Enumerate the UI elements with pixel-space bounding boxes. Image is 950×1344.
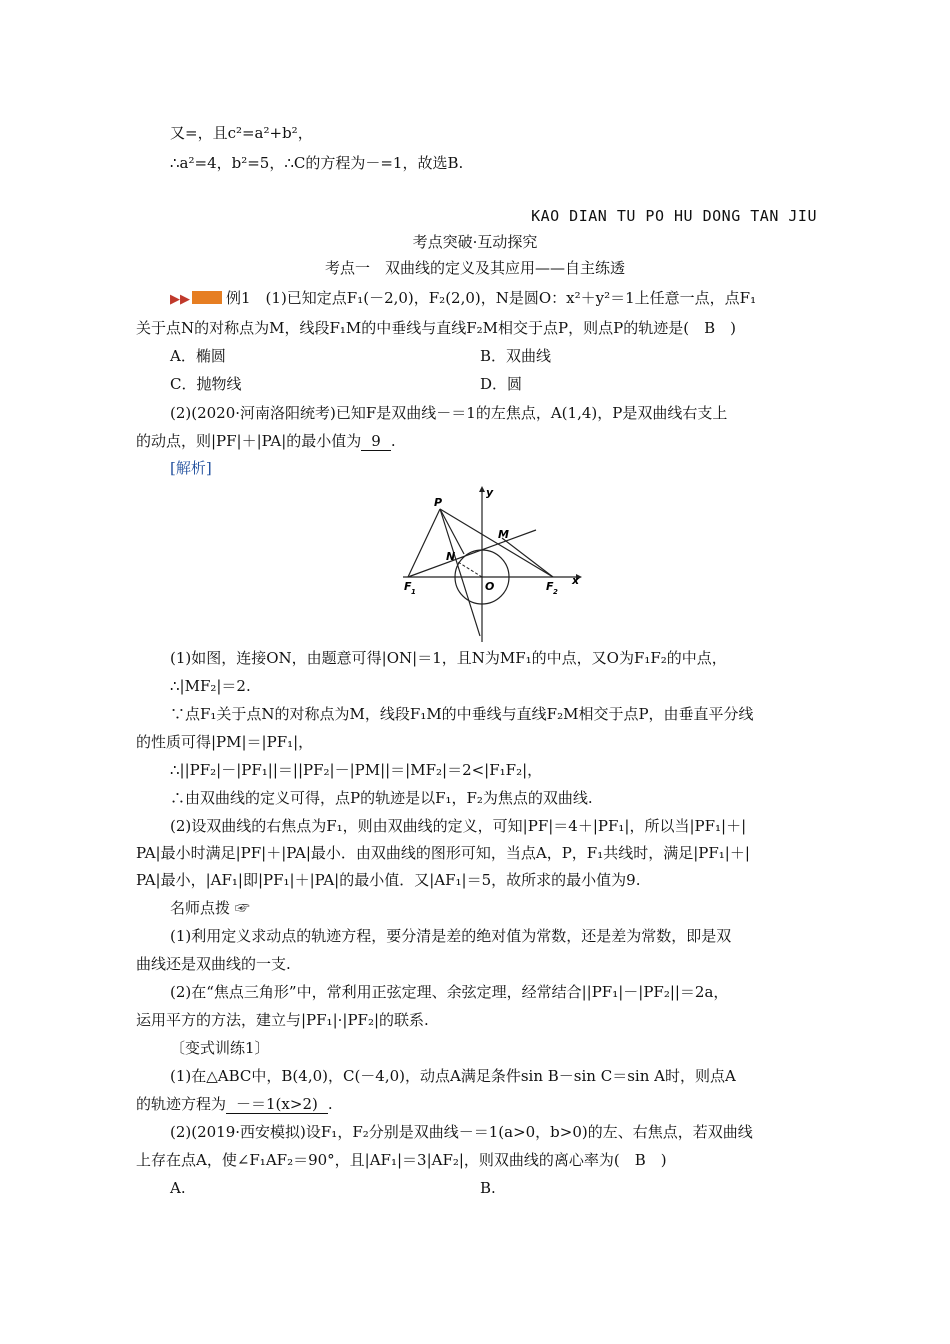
example1-part2-suffix: . (390, 432, 396, 450)
example1-text-1: 例1 (1)已知定点F₁(－2,0)，F₂(2,0)，N是圆O：x²＋y²＝1上任意一点，点F₁ (226, 289, 757, 307)
example1-part2-answer: 9 (361, 432, 391, 451)
label-F2: F (546, 580, 554, 593)
label-F1-sub: 1 (411, 588, 416, 596)
perpendicular-bisector (440, 509, 480, 636)
intro-line-2: ∴a²=4，b²=5，∴C的方程为－=1，故选B. (170, 154, 464, 172)
variant-q1-answer: －＝1(x>2) (226, 1095, 328, 1114)
analysis-line-5: ∴||PF₂|－|PF₁||＝||PF₂|－|PM||＝|MF₂|＝2<|F₁F₂|， (170, 761, 543, 779)
example1-part2-line-1: (2)(2020·河南洛阳统考)已知F是双曲线－＝1的左焦点，A(1,4)，P是双曲线右支上 (170, 404, 728, 422)
example1-part2-line-2 (136, 431, 396, 451)
variant-q2-line-2: 上存在点A，使∠F₁AF₂＝90°，且|AF₁|＝3|AF₂|，则双曲线的离心率为( B ) (136, 1151, 667, 1169)
variant-q1-suffix: . (327, 1095, 333, 1113)
variant-q1-prefix: 的轨迹方程为 (136, 1095, 227, 1113)
example1-option-c: C．抛物线 (170, 375, 242, 393)
analysis-line-8: PA|最小时满足|PF|＋|PA|最小．由双曲线的图形可知，当点A，P，F₁共线时，满足|PF₁|＋| (136, 844, 750, 862)
label-O: O (485, 580, 495, 593)
example1-line-2: 关于点N的对称点为M，线段F₁M的中垂线与直线F₂M相交于点P，则点P的轨迹是( B ) (136, 319, 736, 337)
variant-q2-line-1: (2)(2019·西安模拟)设F₁，F₂分别是双曲线－＝1(a>0，b>0)的左、右焦点，若双曲线 (170, 1123, 753, 1141)
label-N: N (446, 550, 456, 563)
label-x: x (572, 574, 580, 587)
line-F2-M (502, 538, 553, 577)
label-M: M (498, 528, 509, 541)
double-arrow-icon: ▶▶ (170, 292, 190, 307)
label-y: y (486, 486, 494, 499)
label-F1: F (404, 580, 412, 593)
analysis-label: [解析] (170, 459, 212, 477)
tips-title: 名师点拨 ☞ (170, 899, 250, 917)
example1-option-b: B．双曲线 (480, 347, 552, 365)
y-axis-arrow (479, 486, 485, 492)
analysis-line-2: ∴|MF₂|＝2. (170, 677, 251, 695)
analysis-line-4: 的性质可得|PM|＝|PF₁|， (136, 733, 314, 751)
example1-line-1 (170, 288, 756, 310)
example1-option-a: A．椭圆 (170, 347, 226, 365)
tips-line-3: (2)在“焦点三角形”中，常利用正弦定理、余弦定理，经常结合||PF₁|－|PF₂||＝2a， (170, 983, 729, 1001)
analysis-line-1: (1)如图，连接ON，由题意可得|ON|＝1，且N为MF₁的中点，又O为F₁F₂的中点， (170, 649, 727, 667)
label-F2-sub: 2 (553, 588, 558, 596)
label-P: P (434, 496, 443, 509)
variant-q1-line-1: (1)在△ABC中，B(4,0)，C(－4,0)，动点A满足条件sin B－sin C＝sin A时，则点A (170, 1067, 736, 1085)
tips-line-2: 曲线还是双曲线的一支. (136, 955, 291, 973)
section-subtitle: 考点一 双曲线的定义及其应用——自主练透 (324, 259, 625, 277)
analysis-line-3: ∵点F₁关于点N的对称点为M，线段F₁M的中垂线与直线F₂M相交于点P，由垂直平分线 (170, 705, 754, 723)
hyperbola-figure (398, 484, 588, 644)
section-pinyin: KAO DIAN TU PO HU DONG TAN JIU (531, 207, 817, 225)
variant-option-b: B. (480, 1179, 496, 1197)
analysis-line-7: (2)设双曲线的右焦点为F₁，则由双曲线的定义，可知|PF|＝4＋|PF₁|，所以当|PF₁|＋| (170, 817, 747, 835)
dashed-O-N (458, 562, 482, 577)
analysis-line-6: ∴由双曲线的定义可得，点P的轨迹是以F₁，F₂为焦点的双曲线. (170, 789, 593, 807)
example-tag-icon (192, 291, 222, 304)
variant-title: 〔变式训练1〕 (170, 1039, 270, 1057)
example1-option-d: D．圆 (480, 375, 523, 393)
example1-part2-prefix: 的动点，则|PF|＋|PA|的最小值为 (136, 432, 362, 450)
section-title: 考点突破·互动探究 (412, 233, 538, 251)
intro-line-1: 又=，且c²=a²+b²， (170, 124, 313, 142)
tips-line-1: (1)利用定义求动点的轨迹方程，要分清是差的绝对值为常数，还是差为常数，即是双 (170, 927, 732, 945)
analysis-line-9: PA|最小，|AF₁|即|PF₁|＋|PA|的最小值．又|AF₁|＝5，故所求的最小值为9. (136, 871, 641, 889)
tips-line-4: 运用平方的方法，建立与|PF₁|·|PF₂|的联系. (136, 1011, 429, 1029)
variant-option-a: A. (170, 1179, 186, 1197)
variant-q1-line-2 (136, 1094, 333, 1114)
